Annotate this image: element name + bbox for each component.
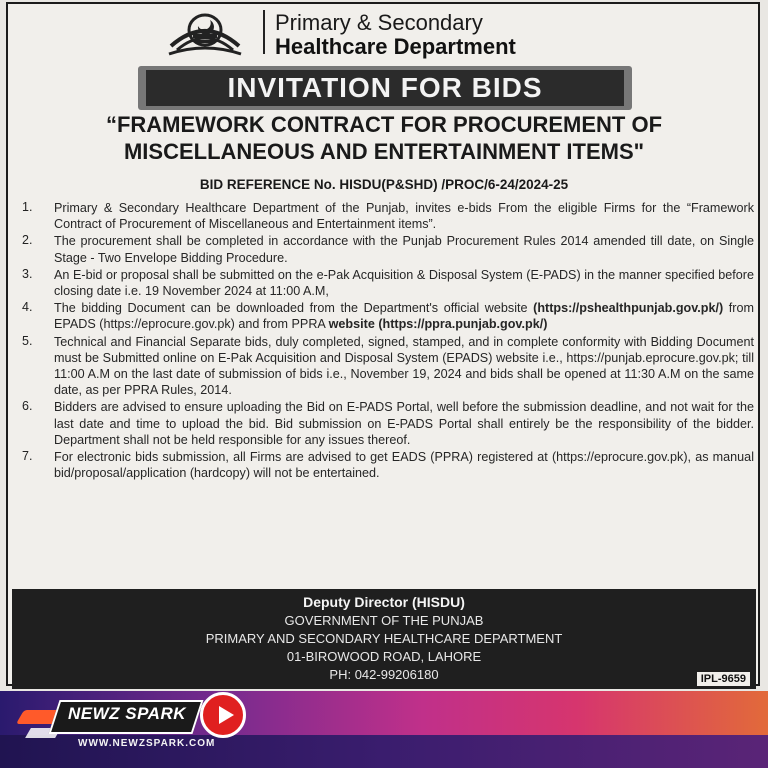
logo-text: NEWZ SPARK <box>68 704 187 723</box>
item-text: The procurement shall be completed in accordance with the Punjab Procurement Rules 2014 amended till date, on Single Stage - Two Envelope Bidding Procedure. <box>54 234 754 265</box>
item-text <box>54 300 754 332</box>
item-number: 5. <box>22 333 33 348</box>
website-url[interactable]: WWW.NEWZSPARK.COM <box>78 738 216 749</box>
list-item <box>14 233 754 265</box>
department-full-name: PRIMARY AND SECONDARY HEALTHCARE DEPARTMENT <box>205 631 563 646</box>
list-item <box>14 200 754 232</box>
list-item <box>14 399 754 448</box>
item-number: 3. <box>22 266 33 281</box>
contract-title-line1: “FRAMEWORK CONTRACT FOR PROCUREMENT OF <box>105 112 663 137</box>
item-text: For electronic bids submission, all Firms are advised to get EADS (PPRA) registered at (https://eprocure.gov.pk), as manual bid/proposal/application (hardcopy) will not be entertained. <box>54 450 754 481</box>
list-item <box>14 449 754 481</box>
government-name: GOVERNMENT OF THE PUNJAB <box>284 613 484 628</box>
play-triangle-icon <box>219 706 234 724</box>
department-name-line2: Healthcare Department <box>275 34 516 59</box>
signatory-title: Deputy Director (HISDU) <box>303 594 465 610</box>
list-item <box>14 300 754 332</box>
instructions-list <box>14 200 754 482</box>
item-number: 7. <box>22 449 33 464</box>
signature-footer <box>12 589 756 689</box>
punjab-emblem-icon <box>165 6 245 58</box>
item-text: Technical and Financial Separate bids, duly completed, signed, stamped, and in complete conformity with Bidding Document must be Submitted online on E-Pak Acquisition and Disposal System (EPADS) website i.e., https://punjab.eprocure.gov.pk; till 11:00 A.M on the last date of submission of bids i.e., November 19, 2024 and bids shall be opened at 11:30 A.M on the same date, as per PPRA Rules, 2014. <box>54 334 754 398</box>
item-text: Primary & Secondary Healthcare Department of the Punjab, invites e-bids From the eligible Firms for the “Framework Contract of Procurement of Miscellaneous and Entertainment items”. <box>54 201 754 232</box>
department-website-link: (https://pshealthpunjab.gov.pk/) <box>533 301 724 316</box>
ppra-website-link: website (https://ppra.punjab.gov.pk/) <box>328 317 548 332</box>
item-text: An E-bid or proposal shall be submitted on the e-Pak Acquisition & Disposal System (E-PADS) in the manner specified before closing date i.e. 19 November 2024 at 11:00 A.M, <box>54 267 754 299</box>
bid-reference: BID REFERENCE No. HISDU(P&SHD) /PROC/6-24/2024-25 <box>199 177 569 192</box>
address: 01-BIROWOOD ROAD, LAHORE <box>286 649 482 664</box>
header-divider <box>263 10 265 54</box>
ipl-code: IPL-9659 <box>697 672 750 686</box>
play-icon[interactable] <box>200 692 246 738</box>
phone-number: PH: 042-99206180 <box>329 667 439 682</box>
department-header <box>165 6 625 58</box>
list-item <box>14 334 754 399</box>
item-text: Bidders are advised to ensure uploading the Bid on E-PADS Portal, well before the submission deadline, and not wait for the last date and time to upload the bid. Bid submission on E-PADS Portal shall entirely be the responsibility of the bidder. Department shall not be held responsible for any issues thereof. <box>54 400 754 447</box>
newzspark-logo[interactable] <box>20 692 270 768</box>
department-name-line1: Primary & Secondary <box>275 10 483 35</box>
item-text-part: from EPADS (https://eprocure.gov.pk) and from PPRA <box>54 301 754 332</box>
item-number: 2. <box>22 233 33 248</box>
invitation-banner: INVITATION FOR BIDS <box>146 70 624 106</box>
item-text-part: The bidding Document can be downloaded from the Department's official website <box>54 301 534 316</box>
contract-title-line2: MISCELLANEOUS AND ENTERTAINMENT ITEMS" <box>123 139 645 164</box>
item-number: 1. <box>22 200 33 214</box>
item-number: 4. <box>22 300 33 315</box>
list-item <box>14 267 754 299</box>
item-number: 6. <box>22 399 33 414</box>
